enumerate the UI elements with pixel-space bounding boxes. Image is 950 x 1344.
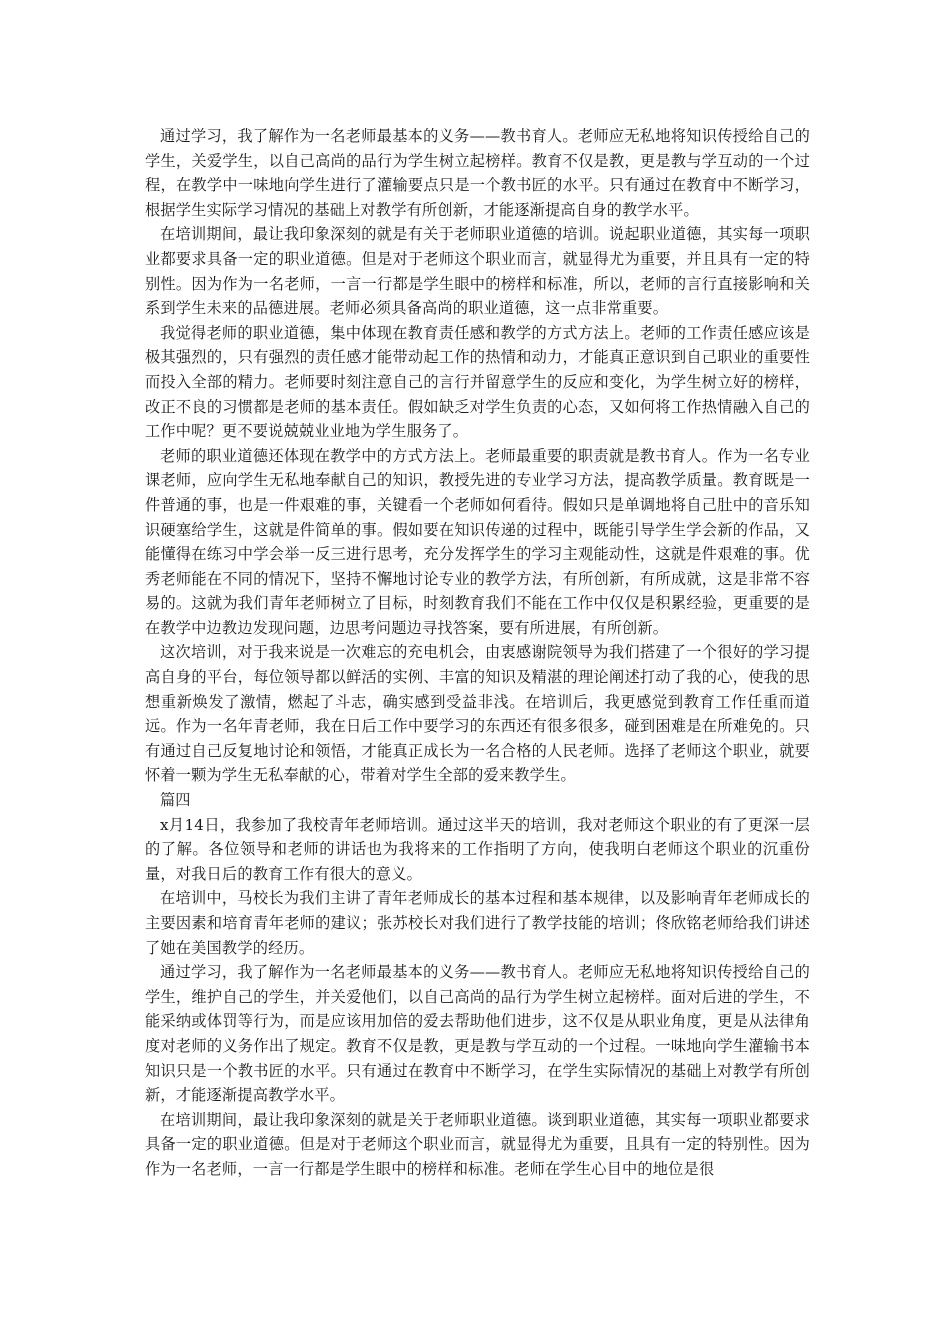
paragraph-training-date: x月14日，我参加了我校青年老师培训。通过这半天的培训，我对老师这个职业的有了更深一层的了解。各位领导和老师的讲话也为我将来的工作指明了方向，使我明白老师这个职业的沉重份量，对我日后的教育工作有很大的意义。 bbox=[145, 815, 810, 883]
paragraph-responsibility: 我觉得老师的职业道德，集中体现在教育责任感和教学的方式方法上。老师的工作责任感应该是极其强烈的，只有强烈的责任感才能带动起工作的热情和动力，才能真正意识到自己职业的重要性而投入全部的精力。老师要时刻注意自己的言行并留意学生的反应和变化，为学生树立好的榜样，改正不良的习惯都是老师的基本责任。假如缺乏对学生负责的心态，又如何将工作热情融入自己的工作中呢？更不要说兢兢业业地为学生服务了。 bbox=[145, 323, 810, 441]
paragraph-duty: 通过学习，我了解作为一名老师最基本的义务——教书育人。老师应无私地将知识传授给自己的学生，关爱学生，以自己高尚的品行为学生树立起榜样。教育不仅是教，更是教与学互动的一个过程，在教学中一味地向学生进行了灌输要点只是一个教书匠的水平。只有通过在教育中不断学习，根据学生实际学习情况的基础上对教学有所创新，才能逐渐提高自身的教学水平。 bbox=[145, 127, 810, 219]
paragraph-duty-2: 通过学习，我了解作为一名老师最基本的义务——教书育人。老师应无私地将知识传授给自己的学生，维护自己的学生，并关爱他们，以自己高尚的品行为学生树立起榜样。面对后进的学生，不能采纳或体罚等行为，而是应该用加倍的爱去帮助他们进步，这不仅是从职业角度，更是从法律角度对老师的义务作出了规定。教育不仅是教，更是教与学互动的一个过程。一味地向学生灌输书本知识只是一个教书匠的水平。只有通过在教育中不断学习，在学生实际情况的基础上对教学有所创新，才能逐渐提高教学水平。 bbox=[145, 963, 810, 1105]
paragraph-ethics-training: 在培训期间，最让我印象深刻的就是有关于老师职业道德的培训。说起职业道德，其实每一项职业都要求具备一定的职业道德。但是对于老师这个职业而言，就显得尤为重要，并且具有一定的特别性。因为作为一名老师，一言一行都是学生眼中的榜样和标准，所以，老师的言行直接影响和关系到学生未来的品德进展。老师必须具备高尚的职业道德，这一点非常重要。 bbox=[145, 225, 810, 318]
section-heading: 篇四 bbox=[160, 791, 191, 810]
paragraph-training-content: 在培训中，马校长为我们主讲了青年老师成长的基本过程和基本规律，以及影响青年老师成长的主要因素和培育青年老师的建议；张苏校长对我们进行了教学技能的培训；佟欣铭老师给我们讲述了她在美国教学的经历。 bbox=[145, 889, 810, 957]
paragraph-ethics-2: 在培训期间，最让我印象深刻的就是关于老师职业道德。谈到职业道德，其实每一项职业都要求具备一定的职业道德。但是对于老师这个职业而言，就显得尤为重要，且具有一定的特别性。因为作为一名老师，一言一行都是学生眼中的榜样和标准。老师在学生心目中的地位是很 bbox=[145, 1110, 810, 1178]
document-page bbox=[145, 124, 810, 1182]
paragraph-teaching-methods: 老师的职业道德还体现在教学中的方式方法上。老师最重要的职责就是教书育人。作为一名专业课老师，应向学生无私地奉献自己的知识，教授先进的专业学习方法，提高教学质量。教育既是一件普通的事，也是一件艰难的事，关键看一个老师如何看待。假如只是单调地将自己肚中的音乐知识硬塞给学生，这就是件简单的事。假如要在知识传递的过程中，既能引导学生学会新的作品，又能懂得在练习中学会举一反三进行思考，充分发挥学生的学习主观能动性，这就是件艰难的事。优秀老师能在不同的情况下，坚持不懈地讨论专业的教学方法，有所创新，有所成就，这是非常不容易的。这就为我们青年老师树立了目标，时刻教育我们不能在工作中仅仅是积累经验，更重要的是在教学中边教边发现问题，边思考问题边寻找答案，要有所进展，有所创新。 bbox=[145, 446, 810, 637]
paragraph-training-reflection: 这次培训，对于我来说是一次难忘的充电机会，由衷感谢院领导为我们搭建了一个很好的学习提高自身的平台，每位领导都以鲜活的实例、丰富的知识及精湛的理论阐述打动了我的心，使我的思想重新焕发了激情，燃起了斗志，确实感到受益非浅。在培训后，我更感觉到教育工作任重而道远。作为一名年青老师，我在日后工作中要学习的东西还有很多很多，碰到困难是在所难免的。只有通过自己反复地讨论和领悟，才能真正成长为一名合格的人民老师。选择了老师这个职业，就要怀着一颗为学生无私奉献的心，带着对学生全部的爱来教学生。 bbox=[145, 643, 810, 785]
